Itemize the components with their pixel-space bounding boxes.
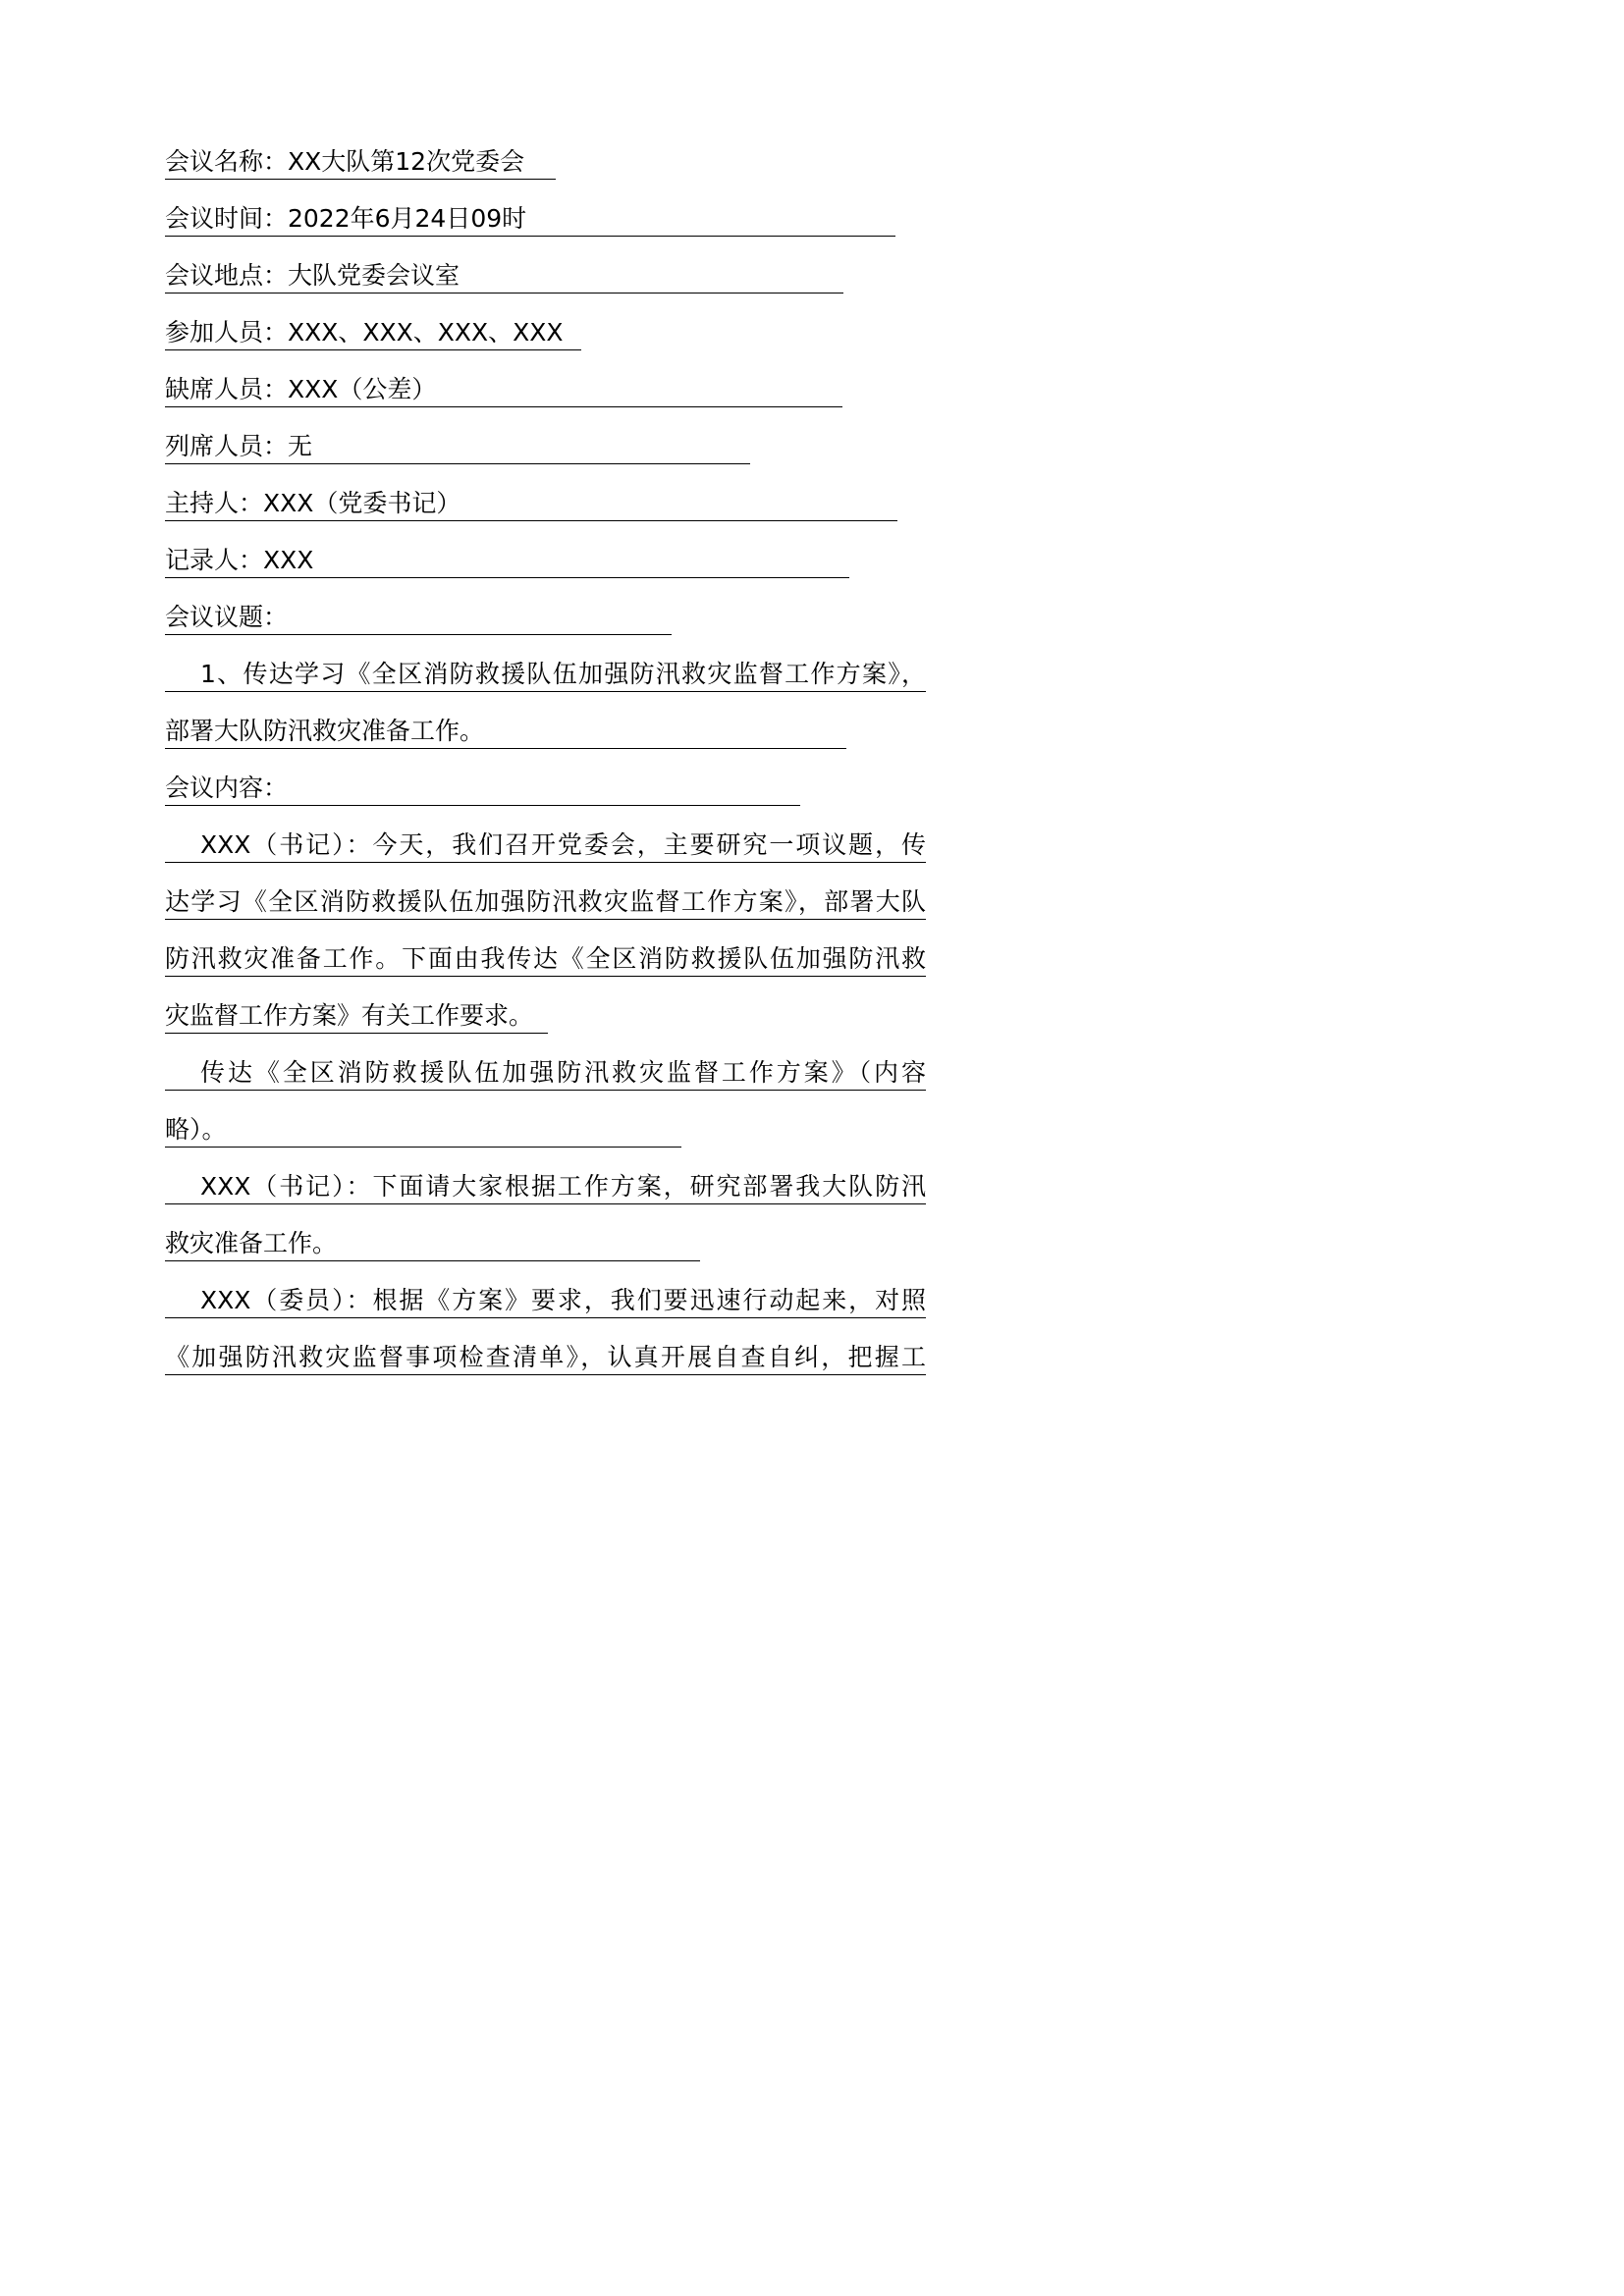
topic-item-1-line-1: 1、传达学习《全区消防救援队伍加强防汛救灾监督工作方案》，: [165, 658, 926, 692]
paragraph-3-row-2: [165, 1227, 926, 1284]
attendees-line: 参加人员：XXX、XXX、XXX、XXX: [165, 316, 581, 350]
paragraph-4-line-1: XXX（委员）：根据《方案》要求，我们要迅速行动起来，对照: [165, 1284, 926, 1318]
paragraph-2-line-1: 传达《全区消防救援队伍加强防汛救灾监督工作方案》（内容: [165, 1056, 926, 1091]
paragraph-1-row-1: [165, 828, 926, 885]
paragraph-1-row-2: [165, 885, 926, 942]
paragraph-1-row-3: [165, 942, 926, 999]
paragraph-3-line-2: 救灾准备工作。: [165, 1227, 700, 1261]
topic-item-1-line-2: 部署大队防汛救灾准备工作。: [165, 715, 846, 749]
topics-heading: 会议议题：: [165, 601, 672, 635]
paragraph-2-row-1: [165, 1056, 926, 1113]
topic-item-row-2: [165, 715, 926, 772]
absent-row: [165, 373, 926, 430]
content-heading-row: [165, 772, 926, 828]
meeting-place-line: 会议地点：大队党委会议室: [165, 259, 843, 294]
paragraph-1-row-4: [165, 999, 926, 1056]
paragraph-3-row-1: [165, 1170, 926, 1227]
topics-heading-row: [165, 601, 926, 658]
meeting-name-line: 会议名称：XX大队第12次党委会: [165, 145, 556, 180]
paragraph-1-line-3: 防汛救灾准备工作。下面由我传达《全区消防救援队伍加强防汛救: [165, 942, 926, 977]
meeting-minutes-page: [165, 145, 926, 1398]
meeting-name-row: [165, 145, 926, 202]
paragraph-4-row-1: [165, 1284, 926, 1341]
paragraph-1-line-4: 灾监督工作方案》有关工作要求。: [165, 999, 548, 1034]
recorder-row: [165, 544, 926, 601]
meeting-time-row: [165, 202, 926, 259]
observers-line: 列席人员：无: [165, 430, 750, 464]
content-heading: 会议内容：: [165, 772, 800, 806]
attendees-row: [165, 316, 926, 373]
paragraph-4-row-2: [165, 1341, 926, 1398]
paragraph-2-line-2: 略）。: [165, 1113, 681, 1148]
paragraph-1-line-1: XXX（书记）：今天，我们召开党委会，主要研究一项议题，传: [165, 828, 926, 863]
host-row: [165, 487, 926, 544]
observers-row: [165, 430, 926, 487]
topic-item-row-1: [165, 658, 926, 715]
paragraph-2-row-2: [165, 1113, 926, 1170]
paragraph-4-line-2: 《加强防汛救灾监督事项检查清单》，认真开展自查自纠，把握工: [165, 1341, 926, 1375]
paragraph-1-line-2: 达学习《全区消防救援队伍加强防汛救灾监督工作方案》，部署大队: [165, 885, 926, 920]
absent-line: 缺席人员：XXX（公差）: [165, 373, 842, 407]
recorder-line: 记录人：XXX: [165, 544, 849, 578]
host-line: 主持人：XXX（党委书记）: [165, 487, 897, 521]
meeting-place-row: [165, 259, 926, 316]
meeting-time-line: 会议时间：2022年6月24日09时: [165, 202, 895, 237]
paragraph-3-line-1: XXX（书记）：下面请大家根据工作方案，研究部署我大队防汛: [165, 1170, 926, 1204]
